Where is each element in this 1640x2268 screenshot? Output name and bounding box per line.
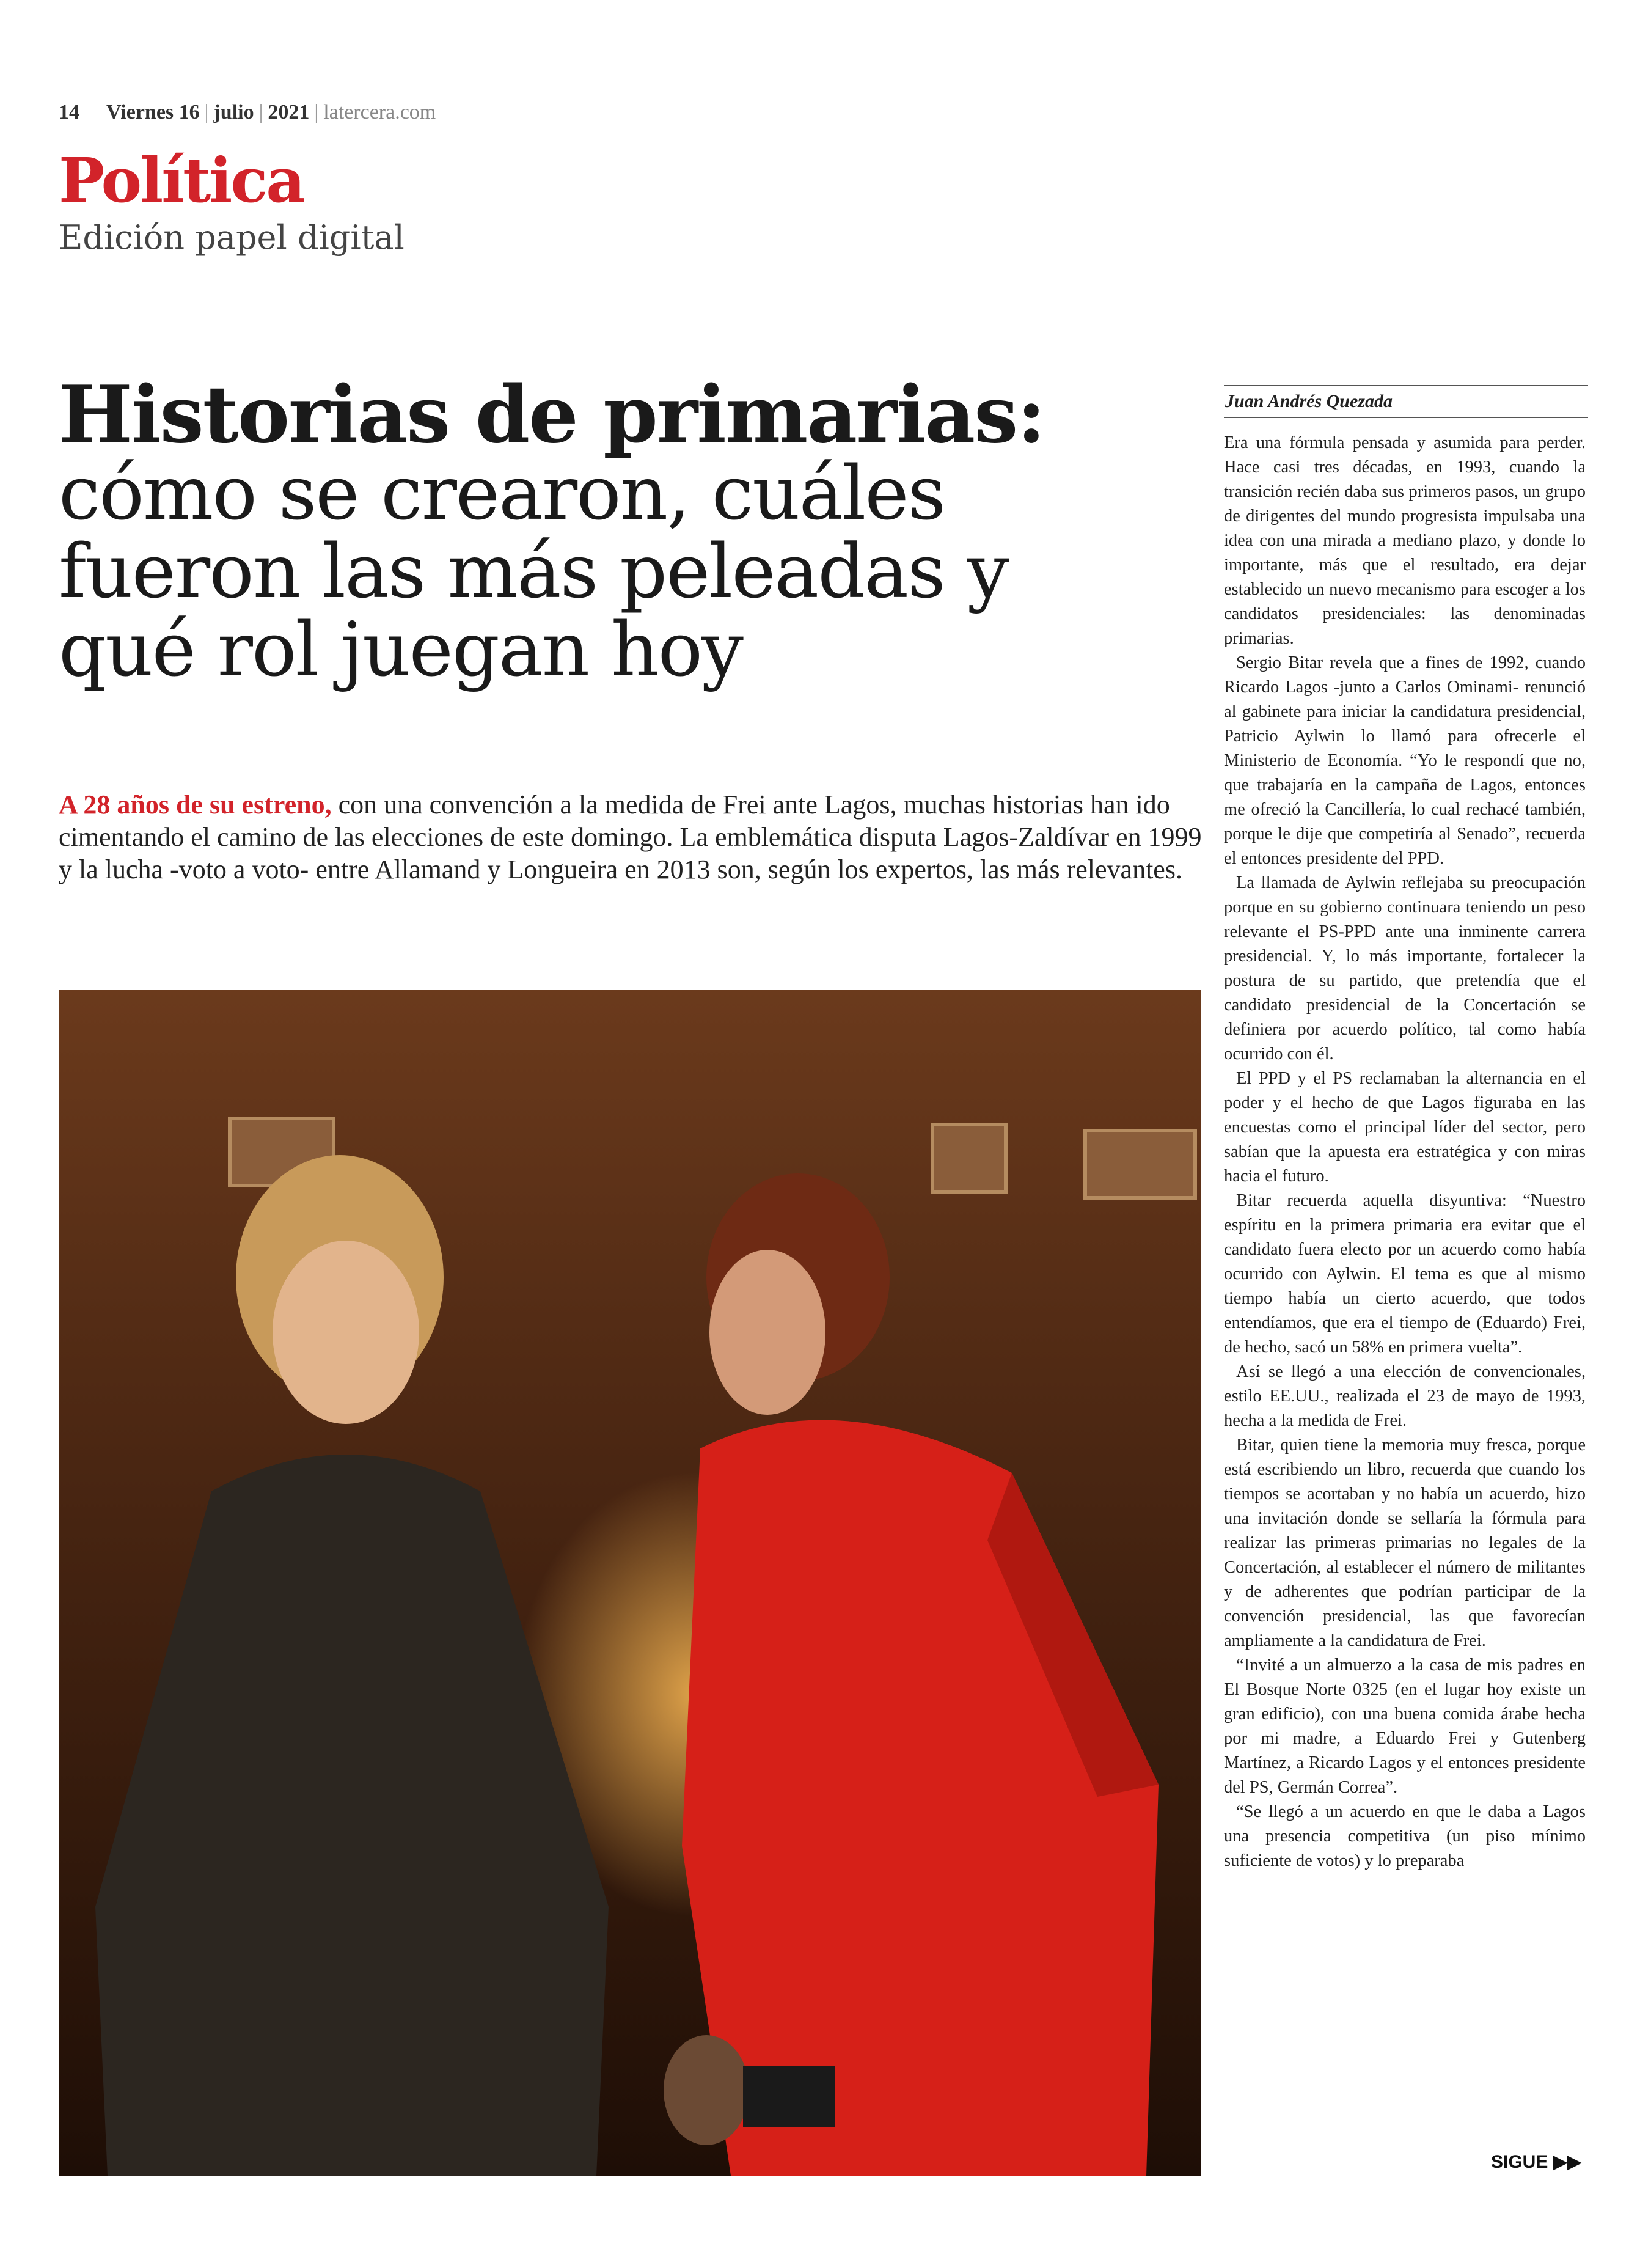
header-year: 2021 [268,101,310,123]
header-site-link[interactable]: latercera.com [323,101,436,123]
header-separator: | [258,101,263,123]
article-paragraph: Así se llegó a una elección de convencionales, estilo EE.UU., realizada el 23 de mayo de 1993, hecha a la medida de Frei. [1224,1362,1586,1430]
header-month: julio [213,101,254,123]
article-paragraph: La llamada de Aylwin reflejaba su preocupación porque en su gobierno continuara teniendo un peso relevante el PS-PPD ante una inminente carrera presidencial. Y, lo más importante, fortalecer la postura de su partido, que pretendía que el candidato presidencial de la Concertación se definiera por acuerdo político, tal como había ocurrido con él. [1224,873,1586,1063]
article-paragraph: El PPD y el PS reclamaban la alternancia en el poder y el hecho de que Lagos figuraba en las encuestas como el principal líder del sector, pero sabían que la apuesta era estratégica y con miras hacia el futuro. [1224,1069,1586,1186]
lede-kicker: A 28 años de su estreno, [59,790,332,820]
article-body [1224,431,1586,1873]
lede-text: con una convención a la medida de Frei ante Lagos, muchas historias han ido cimentando el camino de las elecciones de este domingo. La emblemática disputa Lagos-Zaldívar en 1999 y la lucha -voto a voto- entre Allamand y Longueira en 2013 son, según los expertos, las más relevantes. [59,790,1202,884]
article-paragraph: “Invité a un almuerzo a la casa de mis padres en El Bosque Norte 0325 (en el lugar hoy existe un gran edificio), con una buena comida árabe hecha por mi madre, a Eduardo Frei y Gutenberg Martínez, a Ricardo Lagos y el entonces presidente del PS, Germán Correa”. [1224,1656,1586,1797]
article-paragraph: Bitar, quien tiene la memoria muy fresca, porque está escribiendo un libro, recuerda que cuando los tiempos se acortaban y no había un acuerdo, hizo una invitación donde se sellaría la fórmula para realizar las primeras primarias no legales de la Concertación, al establecer el número de militantes y de adherentes que podrían participar de la convención presidencial, las que favorecían ampliamente a la candidatura de Frei. [1224,1436,1586,1650]
section-subtitle: Edición papel digital [59,218,405,257]
article-paragraph: Era una fórmula pensada y asumida para perder. Hace casi tres décadas, en 1993, cuando la transición recién daba sus primeros pasos, un grupo de dirigentes del mundo progresista impulsaba una idea con una mirada a mediano plazo, y donde lo importante, más que el resultado, era dejar establecido un nuevo mecanismo para escoger a los candidatos presidenciales: las denominadas primarias. [1224,433,1586,648]
article-photo [59,990,1201,2176]
article-paragraph: “Se llegó a un acuerdo en que le daba a Lagos una presencia competitiva (un piso mínimo suficiente de votos) y lo preparaba [1224,1802,1586,1870]
page-header [59,101,436,124]
page-number: 14 [59,101,79,123]
header-separator: | [204,101,209,123]
article-paragraph: Bitar recuerda aquella disyuntiva: “Nuestro espíritu en la primera primaria era evitar que el candidato fuera electo por un acuerdo como había ocurrido con Aylwin. El tema es que al mismo tiempo había un cierto acuerdo, que todos entendíamos, que era el tiempo de (Eduardo) Frei, de hecho, sacó un 58% en primera vuelta”. [1224,1191,1586,1357]
photo-illustration [59,990,1201,2176]
section-title: Política [59,144,304,216]
headline-line: fueron las más peleadas y [59,528,1008,615]
headline-bold: Historias de primarias: [59,369,1045,461]
lede [59,788,1220,886]
continue-label[interactable]: SIGUE ▶▶ [1491,2152,1581,2172]
headline-line: cómo se crearon, cuáles [59,450,945,537]
header-separator: | [314,101,319,123]
headline [59,369,1207,693]
headline-line: qué rol juegan hoy [59,606,742,693]
header-day: Viernes 16 [106,101,200,123]
article-paragraph: Sergio Bitar revela que a fines de 1992, cuando Ricardo Lagos -junto a Carlos Ominami- renunció al gabinete para iniciar la candidatura presidencial, Patricio Aylwin lo llamó para ofrecerle el Ministerio de Economía. “Yo le respondí que no, que trabajaría en la campaña de Lagos, entonces me ofreció la Cancillería, lo cual rechacé también, porque le dije que competiría al Senado”, recuerda el entonces presidente del PPD. [1224,653,1586,868]
byline: Juan Andrés Quezada [1224,385,1588,418]
